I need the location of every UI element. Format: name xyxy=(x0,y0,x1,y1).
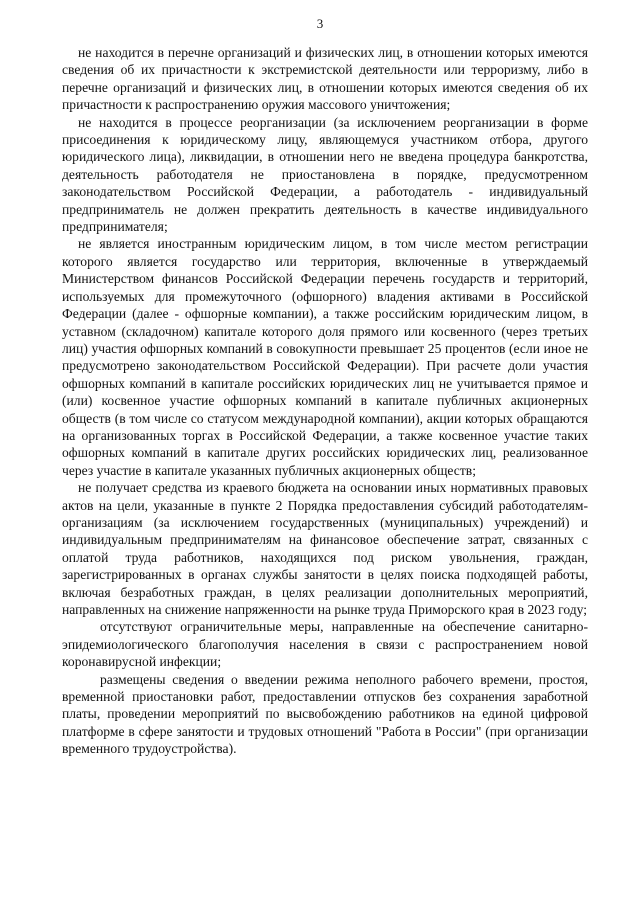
paragraph-restrictions: отсутствуют ограничительные меры, направленные на обеспечение санитарно-эпидемиологического благополучия населения в связи с распространением новой коронавирусной инфекции; xyxy=(62,619,588,670)
document-body xyxy=(62,44,588,758)
paragraph-work-in-russia: размещены сведения о введении режима неполного рабочего времени, простоя, временной приостановки работ, предоставлении отпусков без сохранения заработной платы, проведении мероприятий по высвобождению работников на единой цифровой платформе в сфере занятости и трудовых отношений "Работа в России" (при организации временного трудоустройства). xyxy=(62,671,588,757)
paragraph-offshore: не является иностранным юридическим лицом, в том числе местом регистрации которого является государство или территория, включенные в утверждаемый Министерством финансов Российской Федерации перечень государств и территорий, используемых для промежуточного (офшорного) владения активами в Российской Федерации (далее - офшорные компании), а также российским юридическим лицом, в уставном (складочном) капитале которого доля прямого или косвенного (через третьих лиц) участия офшорных компаний в совокупности превышает 25 процентов (если иное не предусмотрено законодательством Российской Федерации). При расчете доли участия офшорных компаний в капитале российских юридических лиц не учитывается прямое и (или) косвенное участие офшорных компаний в капитале публичных акционерных обществ (в том числе со статусом международной компании), акции которых обращаются на организованных торгах в Российской Федерации, а также косвенное участие таких офшорных компаний в капитале других российских юридических лиц, реализованное через участие в капитале указанных публичных акционерных обществ; xyxy=(62,236,588,478)
paragraph-extremism-list: не находится в перечне организаций и физических лиц, в отношении которых имеются сведения об их причастности к экстремистской деятельности или терроризму, либо в перечне организаций и физических лиц, в отношении которых имеются сведения об их причастности к распространению оружия массового уничтожения; xyxy=(62,45,588,113)
page-number: 3 xyxy=(316,16,324,31)
paragraph-reorganization: не находится в процессе реорганизации (за исключением реорганизации в форме присоединения к юридическому лицу, являющемуся участником отбора, другого юридического лица), ликвидации, в отношении него не введена процедура банкротства, деятельность работодателя не приостановлена в порядке, предусмотренном законодательством Российской Федерации, а работодатель - индивидуальный предприниматель не должен прекратить деятельность в качестве индивидуального предпринимателя; xyxy=(62,114,588,235)
paragraph-regional-budget: не получает средства из краевого бюджета на основании иных нормативных правовых актов на цели, указанные в пункте 2 Порядка предоставления субсидий работодателям-организациям (за исключением государственных (муниципальных) учреждений) и индивидуальным предпринимателям на финансовое обеспечение затрат, связанных с оплатой труда работников, находящихся под риском увольнения, граждан, зарегистрированных в органах службы занятости в целях поиска подходящей работы, включая безработных граждан, в целях реализации дополнительных мероприятий, направленных на снижение напряженности на рынке труда Приморского края в 2023 году; xyxy=(62,480,588,617)
